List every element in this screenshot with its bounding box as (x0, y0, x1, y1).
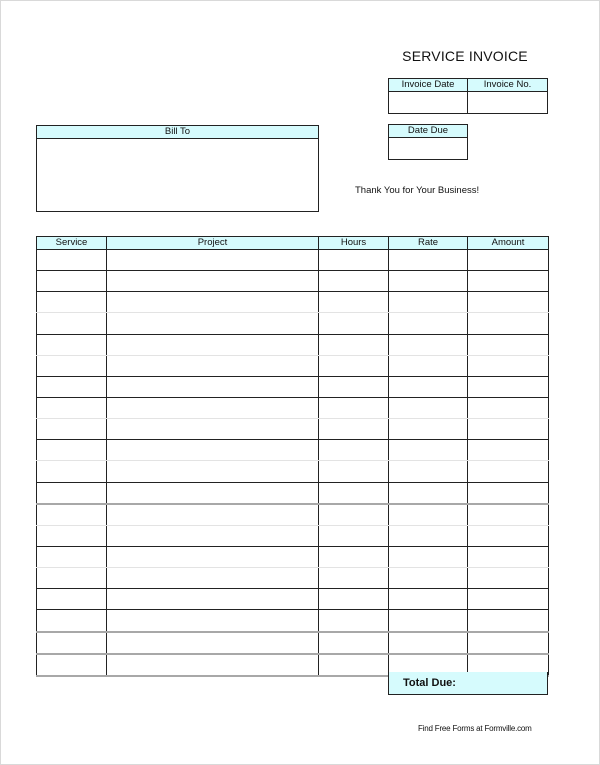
project-cell[interactable] (107, 525, 319, 546)
amount-cell[interactable] (468, 292, 549, 313)
amount-cell[interactable] (468, 461, 549, 482)
hours-cell[interactable] (319, 440, 389, 461)
service-cell[interactable] (37, 419, 107, 440)
amount-cell[interactable] (468, 397, 549, 418)
hours-cell[interactable] (319, 355, 389, 376)
amount-cell[interactable] (468, 610, 549, 632)
hours-cell[interactable] (319, 632, 389, 654)
service-cell[interactable] (37, 589, 107, 610)
hours-cell[interactable] (319, 589, 389, 610)
invoice-date-field[interactable] (388, 91, 468, 114)
date-due-label: Date Due (388, 124, 468, 138)
amount-cell[interactable] (468, 525, 549, 546)
table-row (37, 397, 549, 418)
project-cell[interactable] (107, 334, 319, 355)
rate-cell[interactable] (389, 525, 468, 546)
rate-cell[interactable] (389, 376, 468, 397)
service-cell[interactable] (37, 504, 107, 526)
amount-cell[interactable] (468, 376, 549, 397)
table-row (37, 568, 549, 589)
service-cell[interactable] (37, 610, 107, 632)
hours-cell[interactable] (319, 271, 389, 292)
amount-cell[interactable] (468, 440, 549, 461)
table-row (37, 419, 549, 440)
amount-cell[interactable] (468, 482, 549, 504)
amount-cell[interactable] (468, 313, 549, 334)
amount-cell[interactable] (468, 334, 549, 355)
project-cell[interactable] (107, 271, 319, 292)
project-cell[interactable] (107, 397, 319, 418)
hours-cell[interactable] (319, 292, 389, 313)
hours-cell[interactable] (319, 504, 389, 526)
table-row (37, 355, 549, 376)
project-cell[interactable] (107, 632, 319, 654)
service-cell[interactable] (37, 546, 107, 567)
hours-cell[interactable] (319, 546, 389, 567)
invoice-no-field[interactable] (467, 91, 548, 114)
date-due-field[interactable] (388, 137, 468, 160)
rate-cell[interactable] (389, 250, 468, 271)
table-row (37, 461, 549, 482)
service-cell[interactable] (37, 525, 107, 546)
table-row (37, 546, 549, 567)
amount-cell[interactable] (468, 355, 549, 376)
invoice-date-label: Invoice Date (388, 78, 468, 92)
amount-cell[interactable] (468, 546, 549, 567)
project-cell[interactable] (107, 546, 319, 567)
service-cell[interactable] (37, 461, 107, 482)
project-cell[interactable] (107, 355, 319, 376)
rate-cell[interactable] (389, 589, 468, 610)
hours-cell[interactable] (319, 654, 389, 676)
rate-cell[interactable] (389, 504, 468, 526)
project-cell[interactable] (107, 610, 319, 632)
hours-cell[interactable] (319, 313, 389, 334)
amount-cell[interactable] (468, 504, 549, 526)
hours-cell[interactable] (319, 568, 389, 589)
hours-cell[interactable] (319, 397, 389, 418)
service-table (36, 236, 549, 677)
table-row (37, 376, 549, 397)
rate-cell[interactable] (389, 271, 468, 292)
hours-cell[interactable] (319, 525, 389, 546)
table-row (37, 292, 549, 313)
project-cell[interactable] (107, 482, 319, 504)
header-project: Project (107, 237, 319, 250)
table-header (37, 237, 549, 250)
bill-to-field[interactable] (36, 138, 319, 212)
invoice-no-label: Invoice No. (467, 78, 548, 92)
header-hours: Hours (319, 237, 389, 250)
header-rate: Rate (389, 237, 468, 250)
header-service: Service (37, 237, 107, 250)
hours-cell[interactable] (319, 482, 389, 504)
service-cell[interactable] (37, 482, 107, 504)
table-row (37, 440, 549, 461)
rate-cell[interactable] (389, 397, 468, 418)
service-cell[interactable] (37, 654, 107, 676)
amount-cell[interactable] (468, 589, 549, 610)
page-title: SERVICE INVOICE (402, 48, 528, 64)
rate-cell[interactable] (389, 355, 468, 376)
service-cell[interactable] (37, 250, 107, 271)
rate-cell[interactable] (389, 419, 468, 440)
amount-cell[interactable] (468, 419, 549, 440)
rate-cell[interactable] (389, 313, 468, 334)
table-row (37, 313, 549, 334)
project-cell[interactable] (107, 313, 319, 334)
header-amount: Amount (468, 237, 549, 250)
table-row (37, 504, 549, 526)
rate-cell[interactable] (389, 610, 468, 632)
project-cell[interactable] (107, 568, 319, 589)
project-cell[interactable] (107, 461, 319, 482)
service-cell[interactable] (37, 440, 107, 461)
service-cell[interactable] (37, 271, 107, 292)
amount-cell[interactable] (468, 632, 549, 654)
project-cell[interactable] (107, 376, 319, 397)
footer-link[interactable]: Find Free Forms at Formville.com (418, 724, 532, 733)
rate-cell[interactable] (389, 292, 468, 313)
project-cell[interactable] (107, 654, 319, 676)
project-cell[interactable] (107, 589, 319, 610)
hours-cell[interactable] (319, 419, 389, 440)
rate-cell[interactable] (389, 461, 468, 482)
table-row (37, 334, 549, 355)
table-row (37, 589, 549, 610)
service-cell[interactable] (37, 632, 107, 654)
project-cell[interactable] (107, 250, 319, 271)
project-cell[interactable] (107, 419, 319, 440)
rate-cell[interactable] (389, 482, 468, 504)
hours-cell[interactable] (319, 461, 389, 482)
service-cell[interactable] (37, 568, 107, 589)
hours-cell[interactable] (319, 376, 389, 397)
table-row (37, 482, 549, 504)
project-cell[interactable] (107, 504, 319, 526)
table-row (37, 632, 549, 654)
bill-to-label: Bill To (36, 125, 319, 139)
total-due-label: Total Due: (403, 677, 456, 689)
project-cell[interactable] (107, 292, 319, 313)
service-cell[interactable] (37, 313, 107, 334)
thank-you-note: Thank You for Your Business! (355, 185, 480, 196)
project-cell[interactable] (107, 440, 319, 461)
amount-cell[interactable] (468, 271, 549, 292)
table-row (37, 525, 549, 546)
hours-cell[interactable] (319, 610, 389, 632)
amount-cell[interactable] (468, 568, 549, 589)
service-cell[interactable] (37, 355, 107, 376)
hours-cell[interactable] (319, 250, 389, 271)
rate-cell[interactable] (389, 546, 468, 567)
amount-cell[interactable] (468, 250, 549, 271)
hours-cell[interactable] (319, 334, 389, 355)
service-cell[interactable] (37, 397, 107, 418)
rate-cell[interactable] (389, 568, 468, 589)
service-cell[interactable] (37, 334, 107, 355)
total-due (388, 672, 548, 695)
rate-cell[interactable] (389, 632, 468, 654)
service-cell[interactable] (37, 292, 107, 313)
rate-cell[interactable] (389, 440, 468, 461)
service-cell[interactable] (37, 376, 107, 397)
table-row (37, 250, 549, 271)
rate-cell[interactable] (389, 334, 468, 355)
table-row (37, 610, 549, 632)
table-row (37, 271, 549, 292)
